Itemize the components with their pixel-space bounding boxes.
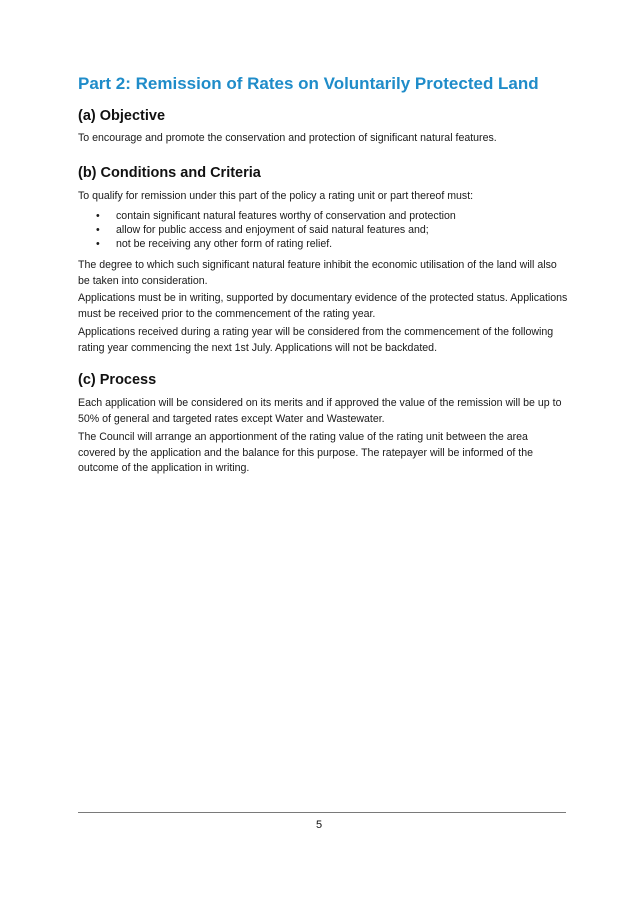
bullet-icon: •: [96, 210, 100, 222]
conditions-paragraph-2: Applications must be in writing, supported by documentary evidence of the protected status. Applications must be received prior to the commencement of the rating year.: [78, 292, 568, 320]
heading-conditions: (b) Conditions and Criteria: [78, 165, 261, 181]
list-item: [78, 223, 568, 237]
conditions-paragraph-1: The degree to which such significant natural feature inhibit the economic utilisation of the land will also be taken into consideration.: [78, 259, 557, 287]
heading-objective: (a) Objective: [78, 108, 166, 124]
part-title: Part 2: Remission of Rates on Voluntarily Protected Land: [78, 74, 539, 93]
page-number: 5: [315, 819, 323, 831]
heading-process: (c) Process: [78, 372, 157, 388]
list-item: [78, 209, 568, 223]
bullet-icon: •: [96, 224, 100, 236]
list-item: [78, 237, 568, 251]
bullet-icon: •: [96, 238, 100, 250]
criteria-list: [78, 209, 568, 251]
footer-divider: [78, 812, 566, 813]
process-paragraph-2: The Council will arrange an apportionment of the rating value of the rating unit between the area covered by the application and the balance for this purpose. The ratepayer will be informed of the outcome of the application in writing.: [78, 431, 534, 474]
list-item-text: not be receiving any other form of rating relief.: [116, 238, 333, 250]
conditions-intro: To qualify for remission under this part of the policy a rating unit or part thereof must:: [78, 190, 474, 202]
objective-paragraph: To encourage and promote the conservation and protection of significant natural features.: [78, 132, 497, 144]
conditions-paragraph-3: Applications received during a rating year will be considered from the commencement of the following rating year commencing the next 1st July. Applications will not be backdated.: [78, 326, 554, 354]
list-item-text: contain significant natural features worthy of conservation and protection: [116, 210, 456, 222]
process-paragraph-1: Each application will be considered on its merits and if approved the value of the remission will be up to 50% of general and targeted rates except Water and Wastewater.: [78, 397, 562, 425]
list-item-text: allow for public access and enjoyment of said natural features and;: [116, 224, 429, 236]
